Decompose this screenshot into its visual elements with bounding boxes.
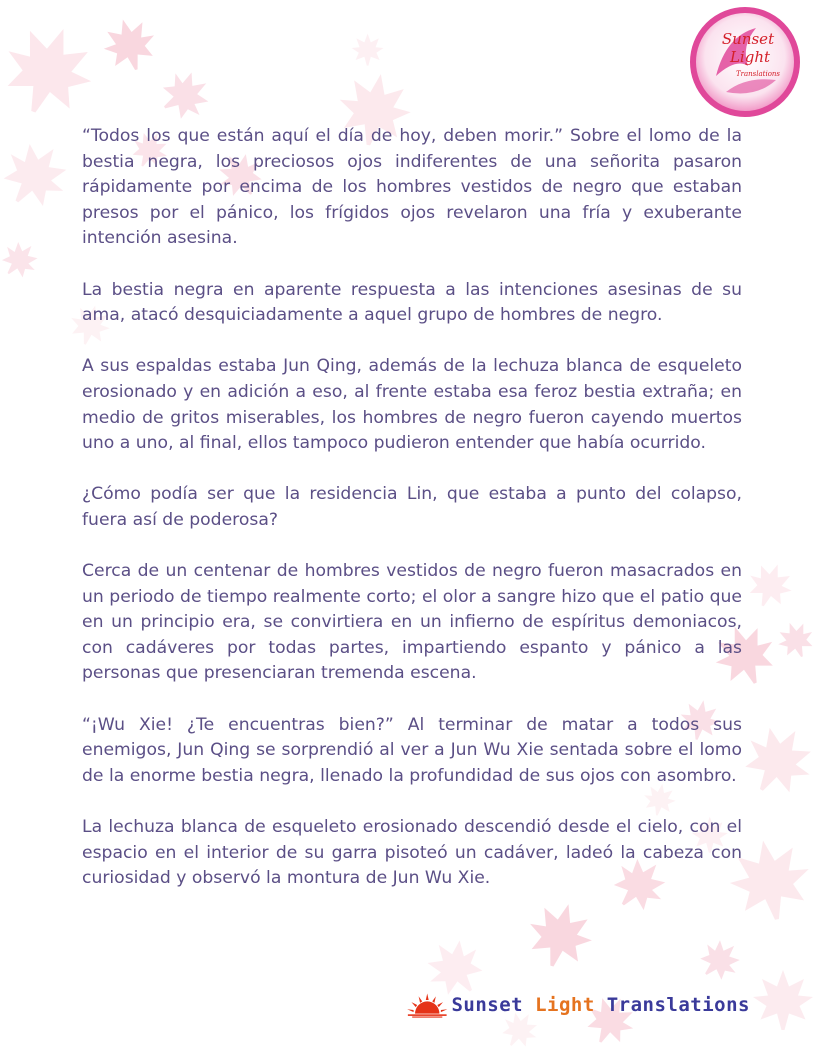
paragraph: La lechuza blanca de esqueleto erosionado descendió desde el cielo, con el espacio en el interior de su garra pisoteó un cadáver, ladeó la cabeza con curiosidad y observó la montura de Jun Wu Xie.: [82, 817, 742, 889]
maple-leaf-icon: [698, 938, 742, 982]
brand-word-light: Light: [535, 994, 595, 1016]
sunset-light-logo: [686, 6, 804, 118]
logo-line2: Light: [729, 48, 771, 66]
maple-leaf-icon: [0, 140, 70, 210]
maple-leaf-icon: [776, 620, 816, 660]
maple-leaf-icon: [0, 22, 97, 119]
paragraph: A sus espaldas estaba Jun Qing, además de la lechuza blanca de esqueleto erosionado y en adición a eso, al frente estaba esa feroz bestia extraña; en medio de gritos miserables, los hombres de negro fueron cayendo muertos uno a uno, al final, ellos tampoco pudieron entender que había ocurrido.: [82, 356, 742, 454]
brand-word-translations: Translations: [606, 994, 750, 1016]
maple-leaf-icon: [350, 32, 385, 67]
paragraph: Cerca de un centenar de hombres vestidos de negro fueron masacrados en un periodo de tiempo realmente corto; el olor a sangre hizo que el patio que en un principio era, se convirtiera en un infierno de espíritus demoniacos, con cadáveres por todas partes, impartiendo espanto y pánico a las personas que presenciaran tremenda escena.: [82, 561, 742, 684]
chapter-text: [82, 124, 742, 917]
paragraph: “Todos los que están aquí el día de hoy, deben morir.” Sobre el lomo de la bestia negra, los preciosos ojos indiferentes de una señorita pasaron rápidamente por encima de los hombres vestidos de negro que estaban presos por el pánico, los frígidos ojos revelaron una fría y exuberante intención asesina.: [82, 126, 742, 249]
maple-leaf-icon: [0, 240, 40, 280]
logo-line1: Sunset: [721, 30, 775, 48]
paragraph: “¡Wu Xie! ¿Te encuentras bien?” Al terminar de matar a todos sus enemigos, Jun Qing se sorprendió al ver a Jun Wu Xie sentada sobre el lomo de la enorme bestia negra, llenado la profundidad de sus ojos con asombro.: [82, 714, 742, 786]
maple-leaf-icon: [746, 561, 794, 609]
maple-leaf-icon: [159, 69, 212, 122]
maple-leaf-icon: [750, 967, 816, 1033]
brand-word-sunset: Sunset: [451, 994, 524, 1016]
maple-leaf-icon: [101, 16, 158, 73]
maple-leaf-icon: [741, 723, 816, 798]
logo-line3: Translations: [735, 70, 781, 78]
paragraph: La bestia negra en aparente respuesta a las intenciones asesinas de su ama, atacó desquiciadamente a aquel grupo de hombres de negro.: [82, 279, 742, 326]
brand-name: [451, 994, 750, 1016]
rising-sun-icon: [405, 987, 449, 1023]
paragraph: ¿Cómo podía ser que la residencia Lin, que estaba a punto del colapso, fuera así de poderosa?: [82, 484, 742, 530]
footer-brand: [405, 985, 750, 1025]
